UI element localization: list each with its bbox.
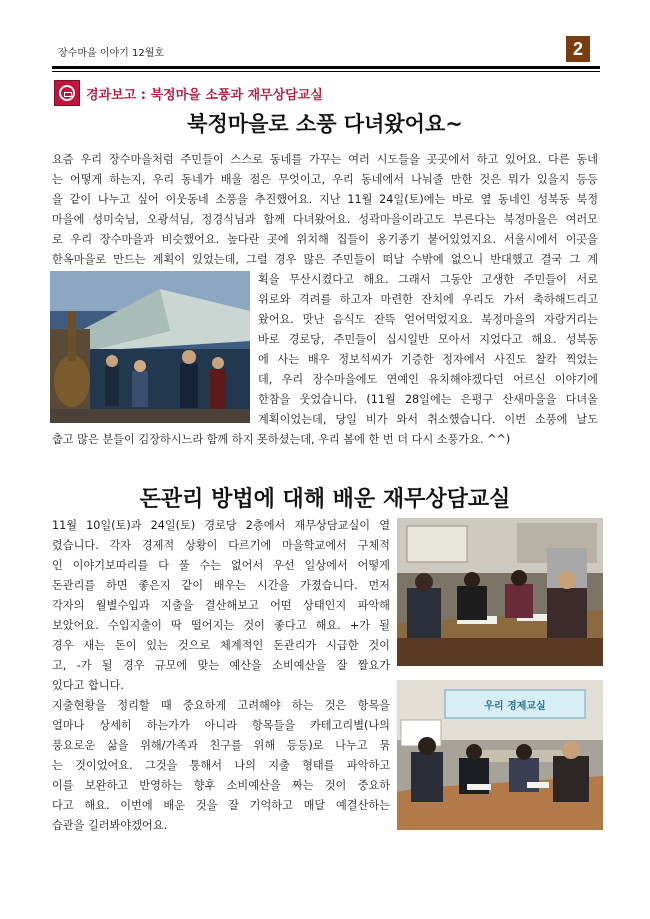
body-line: 위로와 격려를 하고자 마련한 잔치에 우리도 가서 축하해드리고 <box>258 293 598 306</box>
page-number-badge: 2 <box>566 36 590 62</box>
body-line: 마을에 성미숙님, 오광석님, 정경식님과 함께 다녀왔어요. 성곽마을이라고도 부른다는 북정마을은 여러모 <box>52 213 598 226</box>
section-label: 경과보고 : 북정마을 소풍과 재무상담교실 <box>86 88 323 103</box>
article-1-title: 북정마을로 소풍 다녀왔어요~ <box>187 112 463 136</box>
body-line: 렸습니다. 각자 경제적 상황이 다르기에 마을학교에서 구체적 <box>52 539 390 552</box>
newsletter-title: 장수마을 이야기 12월호 <box>58 48 165 59</box>
body-line: 지출현황을 정리할 때 중요하게 고려해야 하는 것은 항목을 <box>52 699 390 712</box>
body-line: 다고 해요. 이번에 배운 것을 잘 기억하고 매달 예결산하는 <box>52 799 390 812</box>
body-line: 인 이야기보따리를 다 풀 수는 없어서 우선 일상에서 어떻게 <box>52 559 390 572</box>
body-line: 로 우리 장수마을과 비슷했어요. 높다란 곳에 위치해 집들이 옹기종기 붙어있었지요. 서울시에서 이곳을 <box>52 233 598 246</box>
body-line: 바로 경로당, 주민들이 십시일반 모아서 지었다고 해요. 성북동 <box>258 333 598 346</box>
body-line: 보았어요. 수입지출이 딱 떨어지는 것이 좋다고 해요. +가 될 <box>52 619 390 632</box>
body-line: 한참을 웃었습니다. (11월 28일에는 은평구 산새마을을 다녀올 <box>258 393 598 406</box>
body-line: 계획이었는데, 당일 비가 와서 취소했습니다. 이번 소풍에 날도 <box>258 413 598 426</box>
body-line: 요즘 우리 장수마을처럼 주민들이 스스로 동네를 가꾸는 여러 시도들을 곳곳에서 하고 있어요. 다른 동네 <box>52 153 598 166</box>
article-2-title: 돈관리 방법에 대해 배운 재무상담교실 <box>139 487 511 512</box>
body-line: 에 사는 배우 정보석씨가 기증한 정자에서 사진도 찰칵 찍었는 <box>258 353 598 366</box>
body-line: 이를 보완하고 반영하는 향후 소비예산을 짜는 것이 중요하 <box>52 779 390 792</box>
photo-bukjeong-village-tent <box>50 271 250 423</box>
body-line: 11월 10일(토)과 24일(토) 경로당 2층에서 재무상담교실이 열 <box>52 519 390 532</box>
body-line: 습관을 길러봐야겠어요. <box>52 819 168 832</box>
article-2-body <box>52 516 390 836</box>
body-line: 데, 우리 장수마을에도 연예인 유치해야겠다던 어르신 이야기에 <box>258 373 598 386</box>
article-1-body-top <box>52 150 598 270</box>
body-line: 돈관리를 하면 좋은지 같이 배우는 시간을 가졌습니다. 먼저 <box>52 579 390 592</box>
body-line: 획을 무산시켰다고 해요. 그래서 그동안 고생한 주민들이 서로 <box>258 273 598 286</box>
body-line: 각자의 월별수입과 지출을 결산해보고 어떤 상태인지 파악해 <box>52 599 390 612</box>
body-line: 고, -가 될 경우 규모에 맞는 예산을 소비예산을 잘 짤요가 <box>52 659 390 672</box>
body-line: 얼마나 상세히 하는가가 아니라 항목들을 카테고리별(나의 <box>52 719 390 732</box>
body-line: 는 어떻게 하는지, 우리 동네가 배울 점은 무엇이고, 우리 동네에서 나눠줄 만한 것은 뭐가 있을지 등등 <box>52 173 598 186</box>
body-line: 경우 새는 돈이 있는 것으로 체계적인 돈관리가 시급한 것이 <box>52 639 390 652</box>
photo-finance-class-banner <box>397 680 603 830</box>
article-1-body-tail <box>52 410 598 450</box>
header-rule-thin <box>52 71 600 72</box>
article-1-body-right <box>258 270 598 410</box>
body-line: 왔어요. 맛난 음식도 잔뜩 얻어먹었지요. 북정마을의 자랑거리는 <box>258 313 598 326</box>
body-line: 한옥마을로 만드는 계획이 있었는데, 그럴 경우 많은 주민들이 떠날 수밖에 없으니 반대했고 결국 그 계 <box>52 253 598 266</box>
classroom-banner-text: 우리 경제교실 <box>484 701 546 712</box>
section-bullet-icon <box>54 80 80 106</box>
body-line: 있다고 합니다. <box>52 679 124 692</box>
body-line: 춥고 많은 분들이 김장하시느라 함께 하지 못하셨는데, 우리 봄에 한 번 더 다시 소풍가요. ^^) <box>52 433 511 446</box>
body-line: 풍요로운 삶을 위해/가족과 친구를 위해 등등)로 나누고 묶 <box>52 739 390 752</box>
header-rule-thick <box>52 66 600 69</box>
body-line: 는 것이었어요. 그것을 통해서 나의 지출 형태를 파악하고 <box>52 759 390 772</box>
body-line: 을 같이 나누고 싶어 이웃동네 소풍을 추진했어요. 지난 11월 24일(토)에는 바로 옆 동네인 성북동 북정 <box>52 193 598 206</box>
photo-finance-class-table <box>397 518 603 666</box>
